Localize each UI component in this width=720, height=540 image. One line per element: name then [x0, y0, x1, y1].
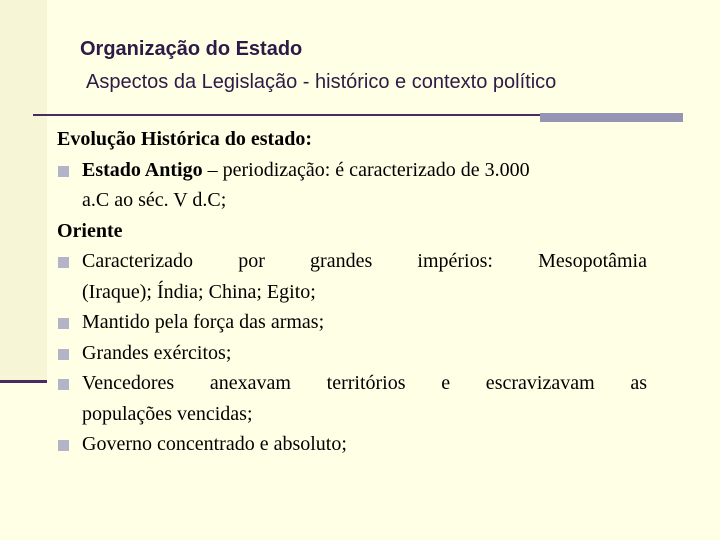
list-item-line2: (Iraque); Índia; China; Egito;: [82, 280, 316, 303]
left-bar-divider: [0, 380, 47, 383]
slide-body: [57, 124, 647, 460]
list-item: [57, 307, 647, 338]
header-divider-accent: [540, 113, 683, 122]
list-item-line1: Governo concentrado e absoluto;: [82, 433, 347, 455]
list-item: [57, 368, 647, 429]
square-bullet-icon: [58, 318, 69, 329]
list-item: [57, 429, 647, 460]
slide-title: Organização do Estado: [80, 38, 303, 60]
square-bullet-icon: [58, 349, 69, 360]
estado-antigo-label: Estado Antigo: [82, 158, 203, 181]
list-item-line: [82, 155, 647, 186]
list-item-estado-antigo: [57, 155, 647, 216]
list-item: [57, 338, 647, 369]
estado-antigo-text: – periodização: é caracterizado de 3.000: [202, 158, 530, 181]
square-bullet-icon: [58, 166, 69, 177]
square-bullet-icon: [58, 257, 69, 268]
section-heading-evolucao: Evolução Histórica do estado:: [57, 128, 312, 150]
left-decorative-bar: [0, 0, 47, 380]
list-item-line1: Vencedores anexavam territórios e escravizavam as: [82, 372, 647, 394]
section-heading-oriente: Oriente: [57, 219, 123, 242]
square-bullet-icon: [58, 379, 69, 390]
list-item-line1: Grandes exércitos;: [82, 341, 232, 364]
list-item-line1: Mantido pela força das armas;: [82, 311, 325, 333]
estado-antigo-line2: a.C ao séc. V d.C;: [82, 189, 227, 211]
square-bullet-icon: [58, 440, 69, 451]
list-item: [57, 246, 647, 307]
list-item-line1: Caracterizado por grandes impérios: Mesopotâmia: [82, 250, 647, 272]
list-item-line2: populações vencidas;: [82, 402, 253, 425]
slide-subtitle: Aspectos da Legislação - histórico e contexto político: [86, 71, 557, 93]
